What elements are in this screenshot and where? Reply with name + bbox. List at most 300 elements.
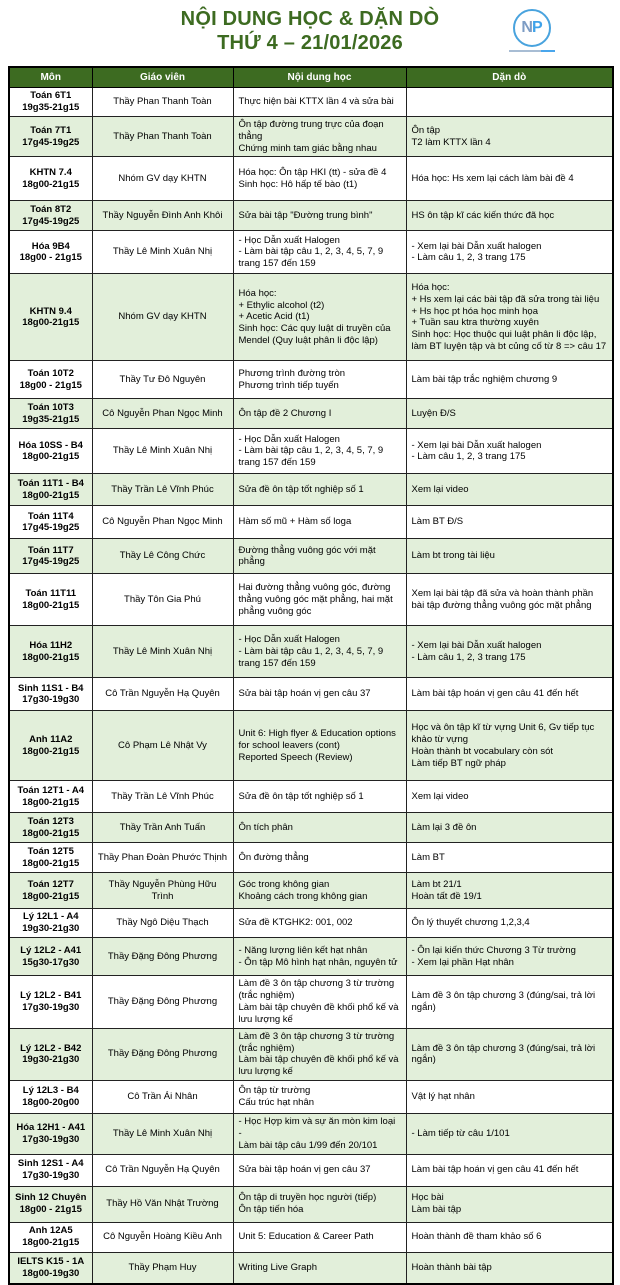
table-row [9,1114,613,1155]
teacher-cell: Nhóm GV dạy KHTN [92,157,233,201]
subject-cell [9,626,92,678]
content-line: - Học Dẫn xuất Halogen [238,634,340,646]
teacher-cell: Thầy Đặng Đông Phương [92,1028,233,1081]
subject-cell [9,1028,92,1081]
table-row [9,574,613,626]
note-line: Làm bài tập [411,1204,462,1216]
subject-name: Toán 11T11 [25,588,76,599]
notes-cell [406,1081,613,1114]
subject-name: Anh 11A2 [29,734,73,745]
content-cell [233,781,406,813]
subject-name: Toán 11T1 - B4 [17,478,84,489]
content-line: + Acetic Acid (t1) [238,311,310,323]
teacher-cell: Thầy Hồ Văn Nhật Trường [92,1186,233,1222]
column-header: Môn [9,67,92,88]
subject-cell [9,711,92,781]
content-line: Cấu trúc hạt nhân [238,1097,315,1109]
content-cell [233,1222,406,1252]
notes-cell [406,116,613,157]
content-line: Ôn tập đề 2 Chương I [238,407,332,419]
content-line: Đường thẳng vuông góc với mặt phẳng [238,544,376,568]
table-row [9,711,613,781]
table-row [9,361,613,399]
subject-time: 18g00-20g00 [22,1097,80,1109]
teacher-cell: Thầy Lê Minh Xuân Nhị [92,231,233,274]
note-line: Làm bài tập hoán vị gen câu 41 đến hết [411,1164,579,1176]
logo-letter-n: N [521,19,532,36]
content-cell [233,626,406,678]
content-line: Sửa bài tập "Đường trung bình" [238,209,373,221]
content-cell [233,116,406,157]
content-line: Unit 6: High flyer & Education options for school leavers (cont) [238,728,396,751]
table-row [9,976,613,1029]
subject-name: Anh 12A5 [28,1225,73,1237]
notes-cell [406,506,613,539]
subject-time: 18g00-21g15 [22,178,80,190]
teacher-cell: Thầy Tôn Gia Phú [92,574,233,626]
note-line: Hoàn tất đề 19/1 [411,890,482,902]
content-cell [233,574,406,626]
subject-cell [9,574,92,626]
note-line: Làm tiếp BT ngữ pháp [411,757,506,769]
subject-cell [9,474,92,506]
subject-name: Lý 12L1 - A4 [22,911,79,923]
content-cell [233,506,406,539]
content-cell [233,711,406,781]
subject-cell [9,843,92,873]
subject-name: Lý 12L3 - B4 [22,1085,79,1097]
subject-cell [9,1114,92,1155]
content-line: Sửa đề ôn tập tốt nghiệp số 1 [238,790,364,802]
notes-cell [406,781,613,813]
table-row [9,474,613,506]
content-cell [233,1114,406,1155]
teacher-cell: Cô Trần Nguyễn Hạ Quyên [92,1154,233,1186]
notes-cell [406,274,613,361]
note-line: Làm đề 3 ôn tập chương 3 (đúng/sai, trả lời ngắn) [411,1042,596,1066]
subject-name: Toán 12T5 [27,846,74,857]
content-cell [233,1081,406,1114]
note-line: Làm bài tập trắc nghiệm chương 9 [411,373,558,385]
subject-cell [9,429,92,474]
teacher-cell: Cô Trần Nguyễn Hạ Quyên [92,678,233,711]
table-row [9,274,613,361]
content-cell [233,813,406,843]
subject-cell [9,201,92,231]
content-line: Phương trình đường tròn [238,368,346,379]
subject-time: 18g00-21g15 [22,827,80,839]
table-row [9,399,613,429]
subject-time: 17g30-19g30 [22,694,80,706]
note-line: Hóa học: Hs xem lại cách làm bài đề 4 [411,172,574,184]
subject-name: Toán 8T2 [30,204,72,215]
subject-name: Hóa 9B4 [31,240,70,252]
content-line: Làm đề 3 ôn tập chương 3 từ trường (trắc nghiệm) [238,1030,395,1054]
table-head [9,67,613,88]
note-line: Sinh học: Học thuộc qui luật phân li độc lập, làm BT luyện tập và bt củng cố từ 8 => câu 17 [411,329,607,353]
content-cell [233,474,406,506]
teacher-cell: Thầy Trần Anh Tuấn [92,813,233,843]
note-line: - Xem lại phần Hạt nhân [411,956,514,968]
note-line: Ôn tập [411,124,441,136]
subject-cell [9,1222,92,1252]
teacher-cell: Thầy Phan Thanh Toàn [92,116,233,157]
subject-cell [9,873,92,909]
subject-name: Lý 12L2 - B42 [20,1042,82,1054]
subject-name: Sinh 12S1 - A4 [17,1158,84,1170]
content-line: Sửa đề KTGHK2: 001, 002 [238,917,353,929]
content-line: Làm đề 3 ôn tập chương 3 từ trường (trắc nghiệm) [238,978,395,1001]
subject-time: 18g00-19g30 [22,1268,80,1279]
notes-cell [406,843,613,873]
subject-name: Toán 11T4 [27,510,74,522]
content-cell [233,678,406,711]
subject-cell [9,1154,92,1186]
subject-cell [9,399,92,429]
table-row [9,88,613,117]
table-row [9,506,613,539]
content-line: Làm bài tập chuyên đề khối phổ kế và lưu lượng kế [238,1054,399,1078]
note-line: Hoàn thành đề tham khảo số 6 [411,1231,542,1243]
subject-time: 18g00-21g15 [22,651,80,663]
subject-time: 19g30-21g30 [22,1054,80,1066]
content-line: - Năng lượng liên kết hạt nhân [238,944,368,956]
subject-name: Toán 12T3 [27,816,74,827]
note-line: Xem lại bài tập đã sửa và hoàn thành phần bài tập đường thẳng vuông góc mặt phẳng [411,588,594,611]
table-row [9,909,613,938]
note-line: Ôn lý thuyết chương 1,2,3,4 [411,917,530,929]
notes-cell [406,1154,613,1186]
subject-time: 17g30-19g30 [22,1133,80,1145]
table-row [9,1222,613,1252]
content-line: - Làm bài tập câu 1, 2, 3, 4, 5, 7, 9 trang 157 đến 159 [238,645,384,669]
teacher-cell: Thầy Nguyễn Đình Anh Khôi [92,201,233,231]
content-line: - Ôn tập Mô hình hạt nhân, nguyên tử [238,956,398,968]
table-row [9,231,613,274]
note-line: Học bài [411,1192,444,1204]
content-line: Sửa bài tập hoán vị gen câu 37 [238,1164,371,1176]
note-line: - Làm câu 1, 2, 3 trang 175 [411,451,526,463]
teacher-cell: Thầy Trần Lê Vĩnh Phúc [92,474,233,506]
note-line: Hoàn thành bt vocabulary còn sót [411,745,554,757]
notes-cell [406,1028,613,1081]
table-row [9,1186,613,1222]
notes-cell [406,678,613,711]
table-row [9,116,613,157]
note-line: Học và ôn tập kĩ từ vựng Unit 6, Gv tiếp tục khảo từ vựng [411,722,595,745]
subject-time: 18g00-21g15 [22,317,80,329]
content-line: - Làm bài tập câu 1, 2, 3, 4, 5, 7, 9 trang 157 đến 159 [238,445,384,469]
notes-cell [406,938,613,976]
note-line: - Xem lại bài Dẫn xuất halogen [411,439,542,451]
teacher-cell: Thầy Trần Lê Vĩnh Phúc [92,781,233,813]
content-line: - Học Hợp kim và sự ăn mòn kim loại - [238,1116,396,1139]
subject-cell [9,88,92,117]
table-row [9,843,613,873]
content-line: Ôn tập di truyền học người (tiếp) [238,1192,377,1204]
notes-cell [406,1114,613,1155]
notes-cell [406,873,613,909]
note-line: - Xem lại bài Dẫn xuất halogen [411,240,542,252]
subject-cell [9,976,92,1029]
note-line: - Ôn lại kiến thức Chương 3 Từ trường [411,944,576,956]
table-row [9,813,613,843]
subject-time: 18g00-21g15 [22,745,80,757]
content-line: Khoảng cách trong không gian [238,890,368,902]
subject-name: KHTN 7.4 [29,167,72,178]
notes-cell [406,574,613,626]
subject-name: Hóa 12H1 - A41 [16,1122,86,1134]
subject-time: 19g35-21g15 [22,101,80,113]
note-line: T2 làm KTTX lần 4 [411,136,491,148]
subject-time: 18g00-21g15 [22,796,80,808]
subject-cell [9,506,92,539]
page-header [0,0,620,66]
notes-cell [406,157,613,201]
subject-time: 18g00-21g15 [22,1237,80,1249]
schedule-table [8,66,614,1285]
note-line: Làm BT [411,851,445,863]
teacher-cell: Cô Nguyễn Hoàng Kiều Anh [92,1222,233,1252]
notes-cell [406,626,613,678]
content-line: Phương trình tiếp tuyến [238,379,339,391]
subject-name: Toán 12T7 [27,879,74,890]
notes-cell [406,1222,613,1252]
content-cell [233,231,406,274]
content-cell [233,873,406,909]
column-header: Dặn dò [406,67,613,88]
teacher-cell: Thầy Lê Công Chức [92,539,233,574]
subject-name: KHTN 9.4 [29,305,72,317]
content-cell [233,274,406,361]
content-line: Reported Speech (Review) [238,751,353,763]
table-row [9,1154,613,1186]
notes-cell [406,711,613,781]
note-line: Xem lại video [411,790,469,802]
subject-name: Toán 10T2 [27,368,74,379]
note-line: Hoàn thành bài tập [411,1262,492,1274]
content-line: Ôn tích phân [238,821,293,833]
content-line: - Làm bài tập câu 1, 2, 3, 4, 5, 7, 9 trang 157 đến 159 [238,246,384,270]
subject-cell [9,813,92,843]
content-line: Writing Live Graph [238,1262,317,1274]
subject-time: 17g30-19g30 [22,1001,80,1013]
content-line: + Ethylic alcohol (t2) [238,299,325,311]
table-row [9,201,613,231]
content-cell [233,399,406,429]
header-row [9,67,613,88]
content-line: Sinh học: Các quy luật di truyền của Mendel (Quy luật phân li độc lập) [238,323,391,347]
subject-cell [9,678,92,711]
subject-time: 19g35-21g15 [22,413,80,425]
note-line: Làm bt 21/1 [411,879,462,890]
table-row [9,873,613,909]
subject-name: Sinh 11S1 - B4 [18,682,84,694]
note-line: Xem lại video [411,483,469,495]
subject-time: 18g00 - 21g15 [19,1204,82,1216]
notes-cell [406,909,613,938]
note-line: Làm đề 3 ôn tập chương 3 (đúng/sai, trả lời ngắn) [411,990,596,1013]
subject-time: 17g45-19g25 [22,215,80,227]
content-line: Sửa bài tập hoán vị gen câu 37 [238,688,371,700]
content-line: Ôn tập từ trường [238,1085,311,1097]
subject-name: IELTS K15 - 1A [17,1256,85,1268]
note-line: - Làm tiếp từ câu 1/101 [411,1128,510,1139]
np-logo [506,9,558,52]
notes-cell [406,429,613,474]
content-line: - Học Dẫn xuất Halogen [238,234,340,246]
content-cell [233,201,406,231]
table-row [9,626,613,678]
subject-cell [9,539,92,574]
content-cell [233,976,406,1029]
notes-cell [406,539,613,574]
content-cell [233,157,406,201]
subject-cell [9,231,92,274]
notes-cell [406,1252,613,1284]
subject-time: 18g00-21g15 [22,489,80,501]
subject-cell [9,361,92,399]
content-line: Ôn tập tiến hóa [238,1204,304,1216]
note-line: + Hs học pt hóa học minh họa [411,305,538,317]
content-cell [233,938,406,976]
note-line: Làm bt trong tài liệu [411,550,495,562]
subject-time: 18g00-21g15 [22,890,80,902]
content-line: Hóa học: [238,287,277,299]
notes-cell [406,399,613,429]
subject-name: Lý 12L2 - A41 [20,944,82,956]
teacher-cell: Thầy Lê Minh Xuân Nhị [92,429,233,474]
subject-cell [9,116,92,157]
subject-cell [9,938,92,976]
teacher-cell: Cô Nguyễn Phan Ngọc Minh [92,506,233,539]
title-line1: NỘI DUNG HỌC & DẶN DÒ [180,8,440,30]
content-cell [233,1028,406,1081]
content-cell [233,361,406,399]
teacher-cell: Thầy Lê Minh Xuân Nhị [92,1114,233,1155]
subject-name: Hóa 11H2 [29,640,73,651]
subject-name: Sinh 12 Chuyên [15,1192,87,1204]
note-line: Luyện Đ/S [411,407,456,419]
subject-time: 18g00-21g15 [22,599,80,611]
teacher-cell: Thầy Đặng Đông Phương [92,976,233,1029]
subject-time: 17g45-19g25 [22,556,80,568]
subject-cell [9,1252,92,1284]
note-line: - Làm câu 1, 2, 3 trang 175 [411,252,526,264]
note-line: Vật lý hạt nhân [411,1091,475,1103]
content-line: Unit 5: Education & Career Path [238,1231,374,1243]
notes-cell [406,1186,613,1222]
table-row [9,429,613,474]
content-cell [233,1154,406,1186]
table-row [9,781,613,813]
subject-name: Toán 12T1 - A4 [17,785,84,796]
content-line: Làm bài tập câu 1/99 đến 20/101 [238,1139,378,1151]
title-line2: THỨ 4 – 21/01/2026 [217,31,403,54]
subject-name: Hóa 10SS - B4 [18,439,83,451]
subject-name: Toán 7T1 [30,124,72,136]
teacher-cell: Thầy Phan Đoàn Phước Thịnh [92,843,233,873]
subject-cell [9,909,92,938]
content-line: Ôn đường thẳng [238,851,309,863]
note-line: - Xem lại bài Dẫn xuất halogen [411,640,542,651]
note-line: - Làm câu 1, 2, 3 trang 175 [411,651,526,663]
subject-cell [9,274,92,361]
content-line: Thực hiện bài KTTX lần 4 và sửa bài [238,95,394,107]
teacher-cell: Cô Nguyễn Phan Ngọc Minh [92,399,233,429]
subject-time: 18g00 - 21g15 [19,252,82,264]
teacher-cell: Cô Phạm Lê Nhật Vy [92,711,233,781]
content-cell [233,909,406,938]
content-line: Sửa đề ôn tập tốt nghiệp số 1 [238,483,364,495]
subject-time: 18g00 - 21g15 [19,379,82,391]
subject-time: 18g00-21g15 [22,857,80,869]
subject-name: Toán 10T3 [27,402,74,413]
content-line: Ôn tập đường trung trực của đoạn thẳng [238,118,384,142]
subject-name: Toán 6T1 [30,90,72,101]
table-body [9,88,613,1285]
notes-cell [406,813,613,843]
content-line: Hàm số mũ + Hàm số loga [238,516,352,528]
content-cell [233,1186,406,1222]
table-row [9,157,613,201]
subject-time: 19g30-21g30 [22,923,80,935]
np-logo-circle [513,9,551,47]
table-row [9,678,613,711]
notes-cell [406,201,613,231]
note-line: + Tuần sau ktra thường xuyên [411,317,539,329]
teacher-cell: Nhóm GV dạy KHTN [92,274,233,361]
notes-cell [406,474,613,506]
logo-letter-p: P [531,19,543,36]
notes-cell [406,231,613,274]
notes-cell [406,361,613,399]
subject-time: 18g00-21g15 [22,451,80,463]
notes-cell [406,88,613,117]
table-row [9,938,613,976]
note-line: HS ôn tập kĩ các kiến thức đã học [411,209,555,221]
subject-cell [9,781,92,813]
subject-cell [9,1081,92,1114]
subject-time: 17g45-19g25 [22,522,80,534]
content-line: - Học Dẫn xuất Halogen [238,433,340,445]
teacher-cell: Thầy Tư Đô Nguyên [92,361,233,399]
content-cell [233,539,406,574]
note-line: Làm lại 3 đề ôn [411,821,477,833]
table-row [9,1028,613,1081]
content-line: Sinh học: Hô hấp tế bào (t1) [238,178,358,190]
content-line: Làm bài tập chuyên đề khối phổ kế và lưu lượng kế [238,1001,399,1025]
subject-time: 17g30-19g30 [22,1170,80,1182]
table-row [9,539,613,574]
content-line: Góc trong không gian [238,879,330,890]
note-line: Làm bài tập hoán vị gen câu 41 đến hết [411,688,579,700]
table-row [9,1252,613,1284]
teacher-cell: Cô Trần Ái Nhân [92,1081,233,1114]
teacher-cell: Thầy Lê Minh Xuân Nhị [92,626,233,678]
teacher-cell: Thầy Nguyễn Phùng Hữu Trình [92,873,233,909]
logo-caption [509,50,555,52]
note-line: Làm BT Đ/S [411,516,464,528]
subject-cell [9,1186,92,1222]
subject-time: 17g45-19g25 [22,136,80,148]
content-cell [233,843,406,873]
note-line: Hóa học: [411,281,450,293]
notes-cell [406,976,613,1029]
teacher-cell: Thầy Đặng Đông Phương [92,938,233,976]
content-cell [233,429,406,474]
subject-name: Toán 11T7 [27,544,74,556]
